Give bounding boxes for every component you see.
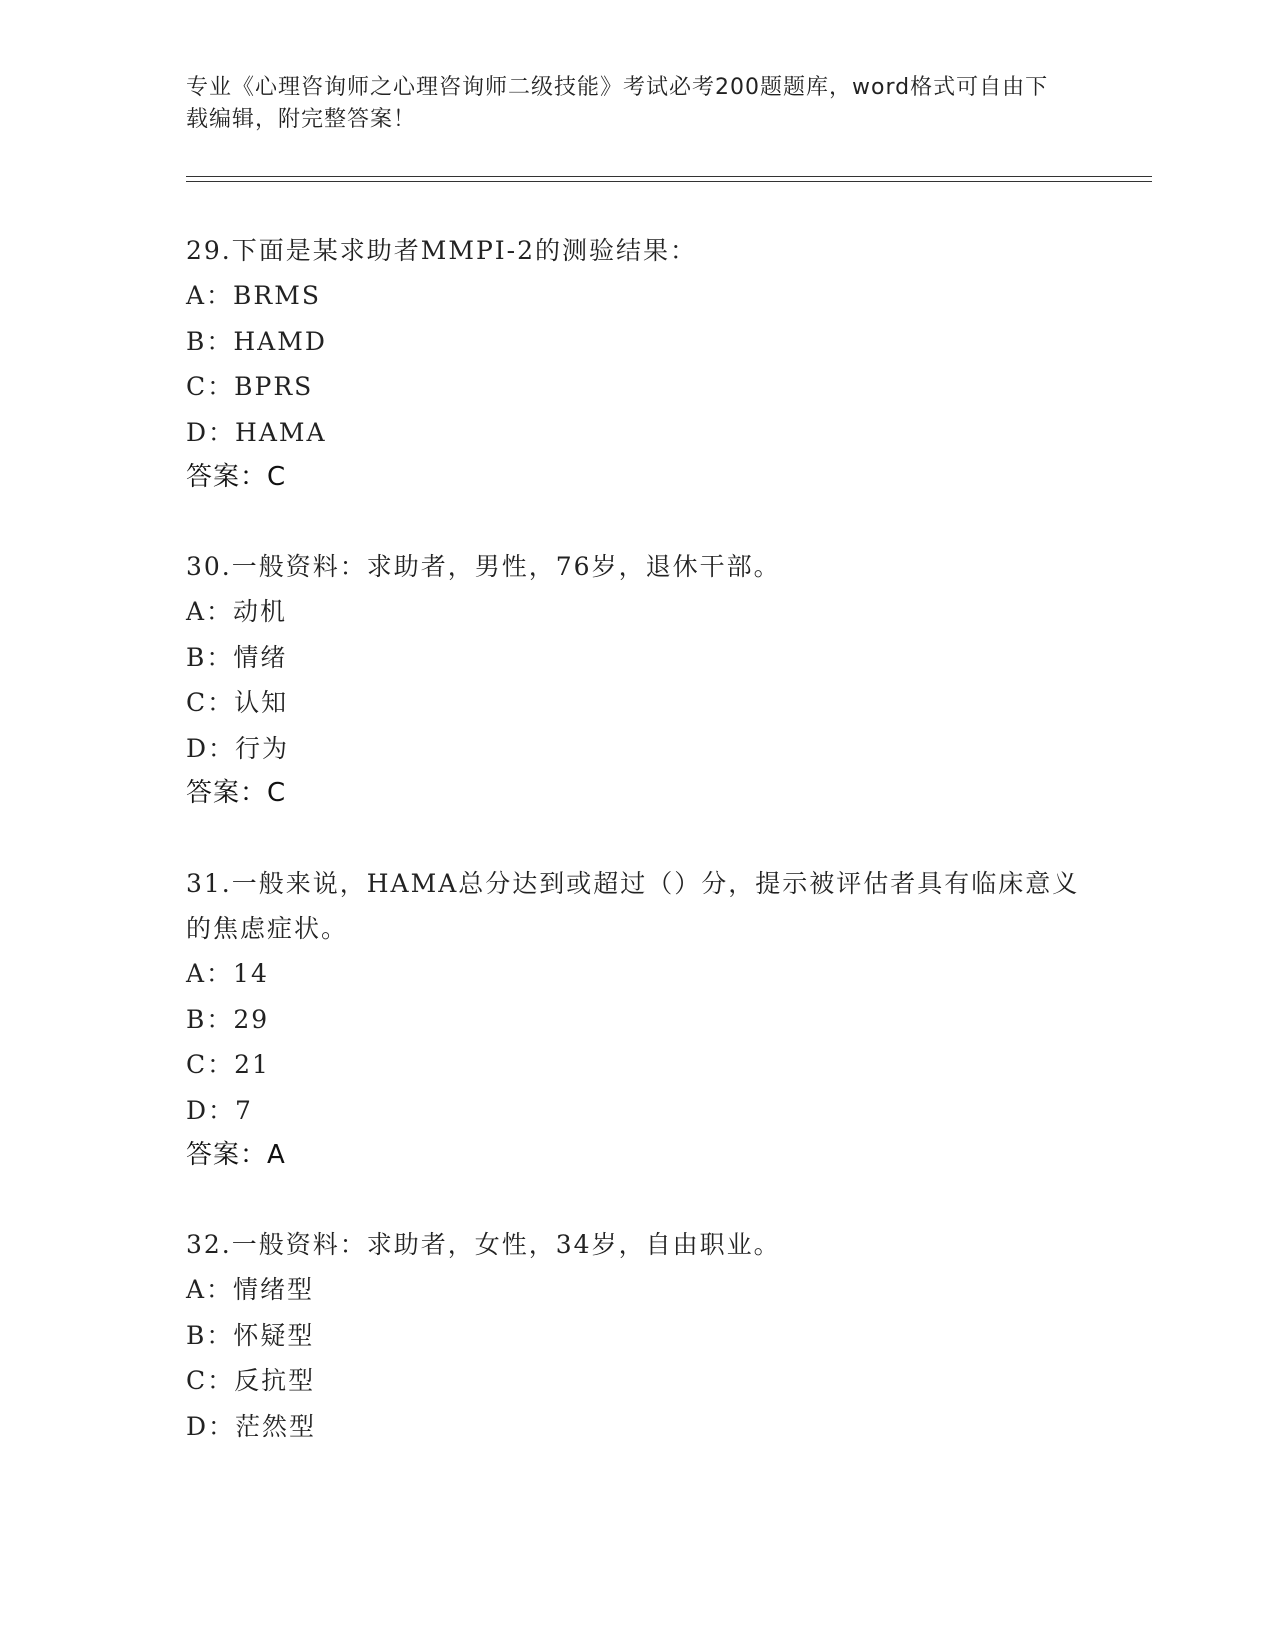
- question-30: [186, 544, 1086, 816]
- option-a: A：14: [186, 959, 269, 988]
- option-d: D：7: [186, 1095, 253, 1125]
- option-d: D：茫然型: [186, 1411, 317, 1441]
- question-32: [186, 1222, 1086, 1449]
- answer-line: [186, 1133, 1086, 1178]
- question-stem: 32.一般资料：求助者，女性，34岁，自由职业。: [186, 1230, 781, 1259]
- answer-label: 答案：: [186, 778, 268, 808]
- option-a: A：情绪型: [186, 1275, 315, 1304]
- option-b: B：29: [186, 1004, 270, 1034]
- option-c: C：反抗型: [186, 1366, 316, 1395]
- option-b: B：怀疑型: [186, 1320, 315, 1350]
- answer-line: [186, 771, 1086, 816]
- question-stem: 29.下面是某求助者MMPI-2的测验结果：: [186, 236, 698, 265]
- answer-label: 答案：: [186, 1140, 268, 1170]
- question-stem: 30.一般资料：求助者，男性，76岁，退休干部。: [186, 552, 781, 581]
- option-d: D：行为: [186, 733, 290, 763]
- document-header: 专业《心理咨询师之心理咨询师二级技能》考试必考200题题库，word格式可自由下载编辑，附完整答案！: [186, 75, 1049, 132]
- question-stem: 31.一般来说，HAMA总分达到或超过（）分，提示被评估者具有临床意义的焦虑症状。: [186, 869, 1080, 943]
- question-31: [186, 861, 1086, 1178]
- answer-line: [186, 455, 1086, 500]
- option-a: A：动机: [186, 597, 288, 626]
- header-divider-top: [186, 176, 1152, 177]
- header-divider-bottom: [186, 181, 1152, 182]
- option-b: B：情绪: [186, 642, 288, 672]
- option-b: B：HAMD: [186, 326, 327, 356]
- answer-value: A: [267, 1140, 285, 1170]
- option-d: D：HAMA: [186, 417, 327, 447]
- option-a: A：BRMS: [186, 281, 321, 310]
- question-29: [186, 228, 1086, 500]
- option-c: C：21: [186, 1050, 270, 1079]
- option-c: C：BPRS: [186, 372, 314, 401]
- option-c: C：认知: [186, 688, 289, 717]
- answer-value: C: [267, 778, 286, 808]
- answer-label: 答案：: [186, 462, 268, 492]
- answer-value: C: [267, 462, 286, 492]
